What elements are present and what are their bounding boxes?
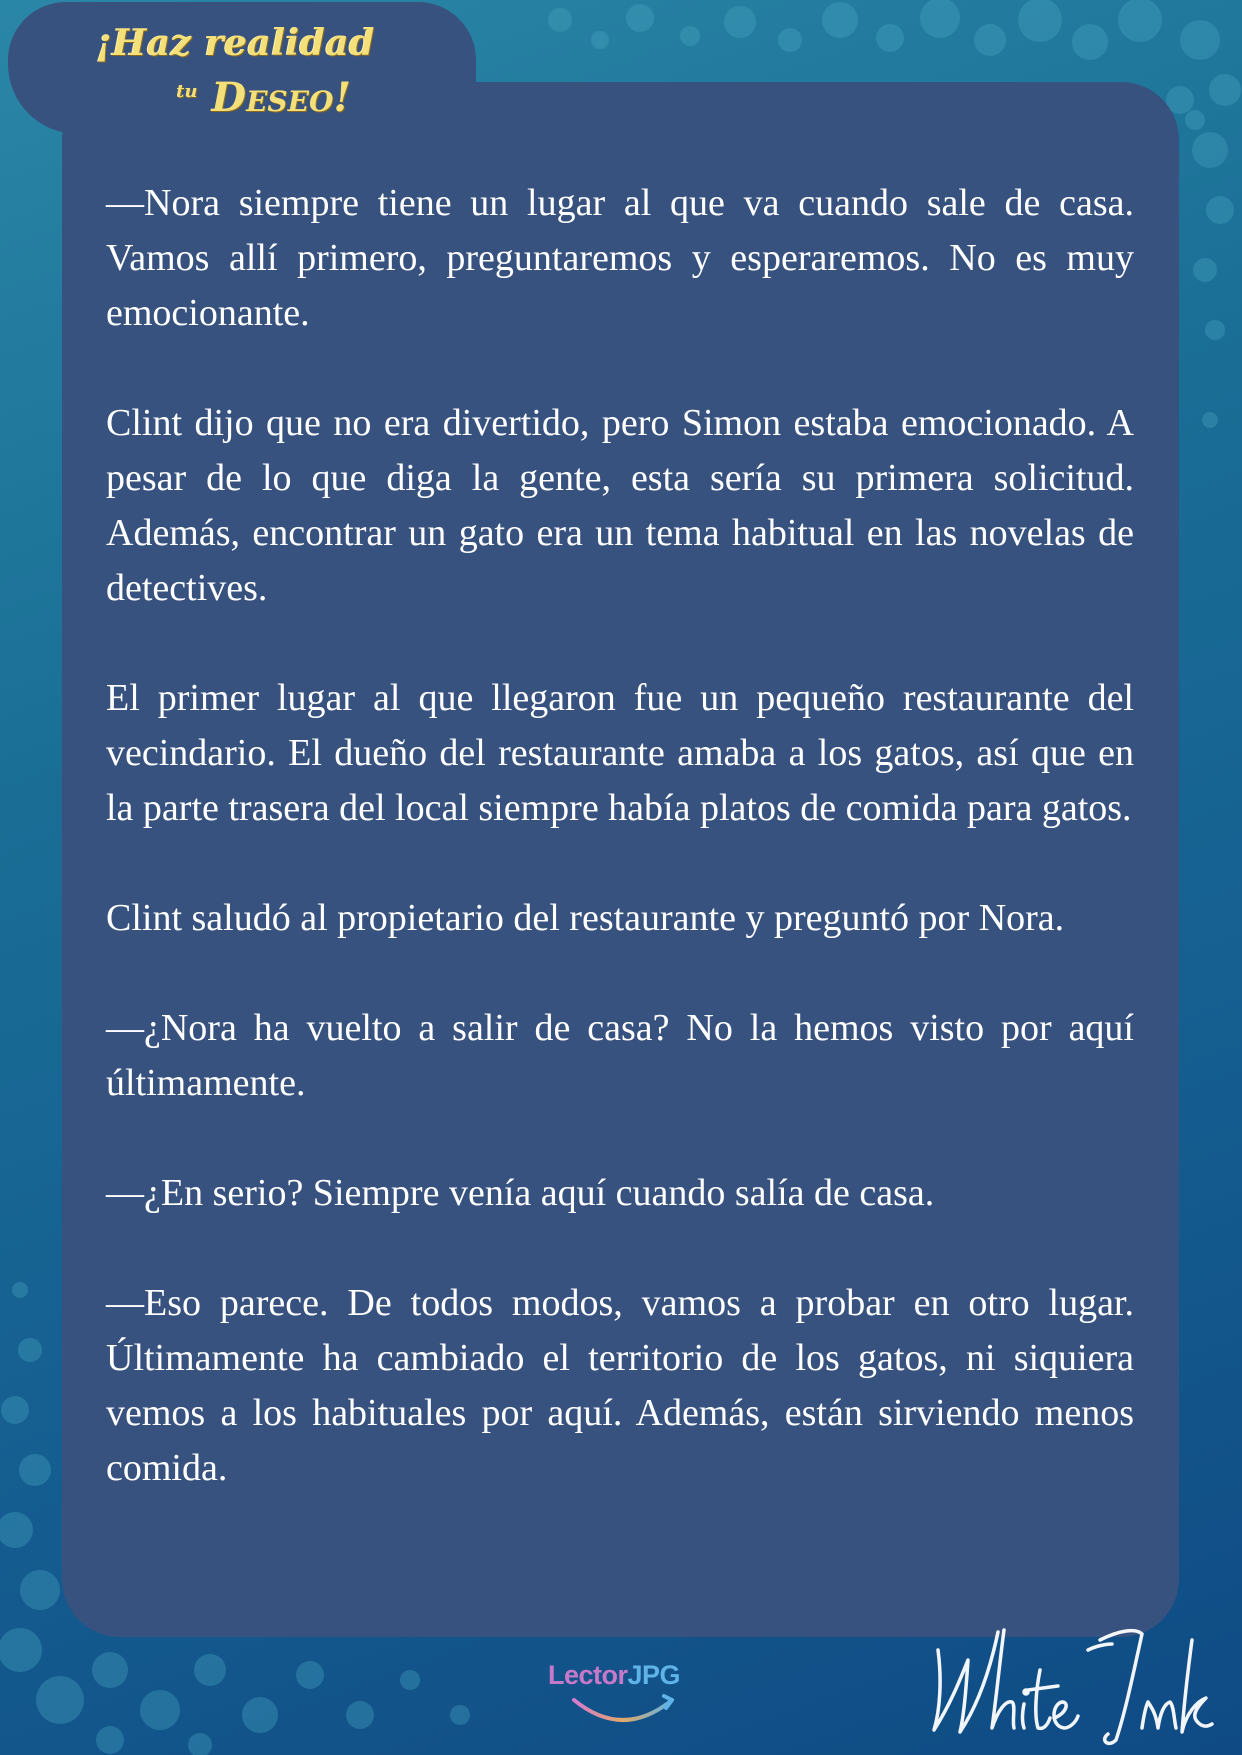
logo-line-1: ¡Haz realidad [96,22,375,64]
paragraph: —¿En serio? Siempre venía aquí cuando salía de casa. [106,1172,935,1214]
watermark-jpg: JPG [627,1660,681,1690]
paragraph: El primer lugar al que llegaron fue un pequeño restaurante del vecindario. El dueño del restaurante amaba a los gatos, así que en la parte trasera del local siempre había platos de comida para gatos. [106,677,1134,829]
white-ink-signature [920,1610,1220,1750]
paragraph: Clint saludó al propietario del restaurante y preguntó por Nora. [106,897,1065,939]
lectorjpg-watermark [548,1660,694,1740]
logo-deseo: Deseo! [211,74,351,121]
paragraph: —Eso parece. De todos modos, vamos a probar en otro lugar. Últimamente ha cambiado el territorio de los gatos, ni siquiera vemos a los habituales por aquí. Además, están sirviendo menos comida. [106,1282,1134,1489]
smile-arc-icon [568,1690,678,1730]
logo-tu: tu [176,81,198,102]
watermark-text [548,1660,680,1691]
paragraph: —Nora siempre tiene un lugar al que va cuando sale de casa. Vamos allí primero, preguntaremos y esperaremos. No es muy emocionante. [106,182,1134,334]
logo-line-2 [176,74,351,121]
watermark-lector: Lector [548,1660,628,1690]
paragraph: —¿Nora ha vuelto a salir de casa? No la hemos visto por aquí últimamente. [106,1007,1134,1104]
paragraph: Clint dijo que no era divertido, pero Simon estaba emocionado. A pesar de lo que diga la gente, esta sería su primera solicitud. Además, encontrar un gato era un tema habitual en las novelas de detectives. [106,402,1134,609]
header-logo [90,18,380,126]
story-text [106,176,1134,1496]
